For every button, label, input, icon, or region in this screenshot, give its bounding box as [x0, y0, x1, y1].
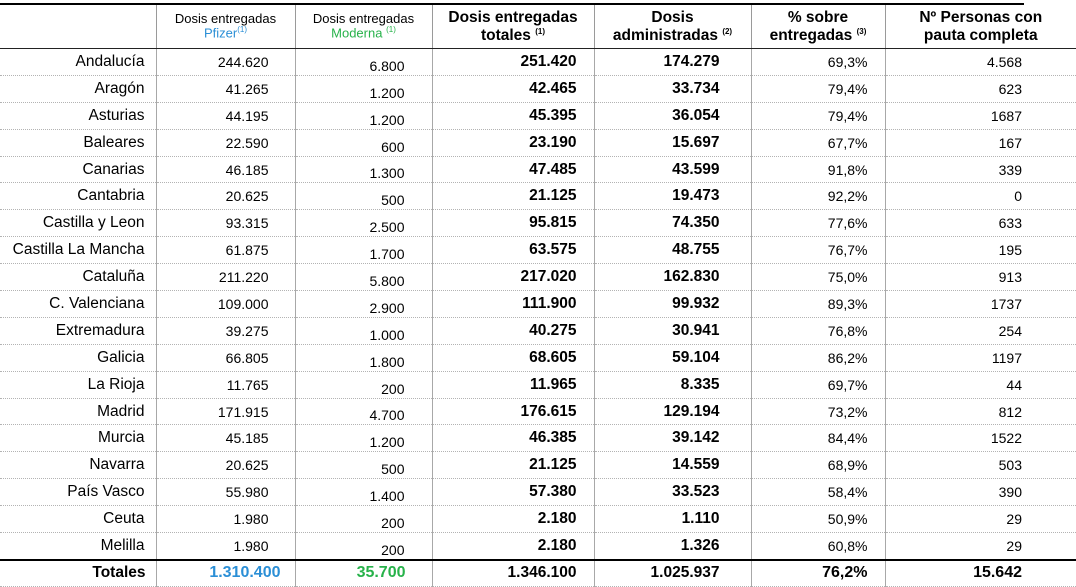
- region-name: Galicia: [0, 344, 156, 371]
- full-schedule-persons: 29: [885, 533, 1076, 560]
- moderna-doses: 500: [295, 183, 432, 210]
- region-name: Andalucía: [0, 49, 156, 76]
- table-row: [0, 102, 1076, 129]
- full-schedule-persons: 0: [885, 183, 1076, 210]
- full-schedule-persons: 1197: [885, 344, 1076, 371]
- full-schedule-persons: 4.568: [885, 49, 1076, 76]
- header-admin-line2: administradas: [612, 26, 718, 44]
- region-name: Navarra: [0, 452, 156, 479]
- full-schedule-persons: 812: [885, 398, 1076, 425]
- pct-delivered: 79,4%: [751, 102, 885, 129]
- total-doses: 95.815: [432, 210, 594, 237]
- pfizer-doses: 41.265: [156, 75, 295, 102]
- administered-doses: 14.559: [594, 452, 751, 479]
- total-doses: 23.190: [432, 129, 594, 156]
- pct-delivered: 73,2%: [751, 398, 885, 425]
- region-name: Baleares: [0, 129, 156, 156]
- full-schedule-persons: 503: [885, 452, 1076, 479]
- header-pct-line2: entregadas: [769, 26, 853, 44]
- region-name: Asturias: [0, 102, 156, 129]
- header-row: [0, 5, 1076, 49]
- full-schedule-persons: 913: [885, 264, 1076, 291]
- administered-doses: 48.755: [594, 237, 751, 264]
- region-name: Cantabria: [0, 183, 156, 210]
- header-pfizer-line1: Dosis entregadas: [174, 11, 277, 27]
- header-pct-line1: % sobre: [787, 9, 849, 27]
- administered-doses: 15.697: [594, 129, 751, 156]
- total-doses: 251.420: [432, 49, 594, 76]
- administered-doses: 162.830: [594, 264, 751, 291]
- header-total-line2: totales: [480, 26, 531, 44]
- totals-row: [0, 560, 1076, 586]
- table-row: [0, 506, 1076, 533]
- header-pfizer-line2: Pfizer: [203, 25, 238, 41]
- pfizer-doses: 66.805: [156, 344, 295, 371]
- moderna-doses: 5.800: [295, 264, 432, 291]
- administered-doses: 1.110: [594, 506, 751, 533]
- moderna-doses: 200: [295, 506, 432, 533]
- table-row: [0, 452, 1076, 479]
- region-name: La Rioja: [0, 371, 156, 398]
- table-row: [0, 398, 1076, 425]
- moderna-doses: 1.200: [295, 75, 432, 102]
- header-moderna-line1: Dosis entregadas: [312, 11, 415, 27]
- administered-doses: 174.279: [594, 49, 751, 76]
- pct-delivered: 76,8%: [751, 317, 885, 344]
- moderna-doses: 200: [295, 533, 432, 560]
- header-moderna-note: (1): [386, 25, 396, 35]
- table-row: [0, 479, 1076, 506]
- moderna-doses: 1.400: [295, 479, 432, 506]
- table-row: [0, 344, 1076, 371]
- pfizer-doses: 46.185: [156, 156, 295, 183]
- pct-delivered: 67,7%: [751, 129, 885, 156]
- administered-doses: 43.599: [594, 156, 751, 183]
- table-row: [0, 129, 1076, 156]
- pct-delivered: 60,8%: [751, 533, 885, 560]
- pct-delivered: 92,2%: [751, 183, 885, 210]
- moderna-doses: 600: [295, 129, 432, 156]
- total-doses: 45.395: [432, 102, 594, 129]
- total-doses: 2.180: [432, 506, 594, 533]
- total-doses: 68.605: [432, 344, 594, 371]
- header-total-line1: Dosis entregadas: [448, 9, 578, 27]
- totals-administradas: 1.025.937: [594, 560, 751, 586]
- pct-delivered: 68,9%: [751, 452, 885, 479]
- pct-delivered: 58,4%: [751, 479, 885, 506]
- administered-doses: 36.054: [594, 102, 751, 129]
- region-name: Melilla: [0, 533, 156, 560]
- full-schedule-persons: 1737: [885, 291, 1076, 318]
- pfizer-doses: 61.875: [156, 237, 295, 264]
- total-doses: 40.275: [432, 317, 594, 344]
- table-row: [0, 49, 1076, 76]
- moderna-doses: 1.800: [295, 344, 432, 371]
- administered-doses: 30.941: [594, 317, 751, 344]
- full-schedule-persons: 1687: [885, 102, 1076, 129]
- totals-pct: 76,2%: [751, 560, 885, 586]
- administered-doses: 1.326: [594, 533, 751, 560]
- total-doses: 176.615: [432, 398, 594, 425]
- header-personas-line2: pauta completa: [923, 26, 1038, 44]
- moderna-doses: 6.800: [295, 49, 432, 76]
- table-row: [0, 75, 1076, 102]
- table-row: [0, 264, 1076, 291]
- moderna-doses: 1.200: [295, 425, 432, 452]
- totals-personas: 15.642: [885, 560, 1076, 586]
- table-row: [0, 533, 1076, 560]
- pfizer-doses: 211.220: [156, 264, 295, 291]
- pct-delivered: 79,4%: [751, 75, 885, 102]
- full-schedule-persons: 1522: [885, 425, 1076, 452]
- moderna-doses: 1.700: [295, 237, 432, 264]
- total-doses: 47.485: [432, 156, 594, 183]
- region-name: Ceuta: [0, 506, 156, 533]
- header-pfizer-note: (1): [237, 25, 247, 35]
- moderna-doses: 200: [295, 371, 432, 398]
- table-row: [0, 156, 1076, 183]
- totals-total: 1.346.100: [432, 560, 594, 586]
- administered-doses: 33.734: [594, 75, 751, 102]
- total-doses: 46.385: [432, 425, 594, 452]
- pct-delivered: 69,7%: [751, 371, 885, 398]
- total-doses: 63.575: [432, 237, 594, 264]
- table-row: [0, 183, 1076, 210]
- full-schedule-persons: 29: [885, 506, 1076, 533]
- moderna-doses: 1.200: [295, 102, 432, 129]
- moderna-doses: 1.000: [295, 317, 432, 344]
- pct-delivered: 75,0%: [751, 264, 885, 291]
- pfizer-doses: 20.625: [156, 183, 295, 210]
- total-doses: 21.125: [432, 183, 594, 210]
- region-name: Madrid: [0, 398, 156, 425]
- totals-pfizer: 1.310.400: [156, 560, 295, 586]
- full-schedule-persons: 254: [885, 317, 1076, 344]
- total-doses: 21.125: [432, 452, 594, 479]
- pct-delivered: 86,2%: [751, 344, 885, 371]
- full-schedule-persons: 339: [885, 156, 1076, 183]
- region-name: País Vasco: [0, 479, 156, 506]
- header-region: [0, 5, 156, 49]
- vaccination-table: [0, 5, 1076, 587]
- region-name: Canarias: [0, 156, 156, 183]
- pfizer-doses: 1.980: [156, 533, 295, 560]
- header-pct-note: (3): [856, 26, 867, 36]
- table-body: [0, 49, 1076, 587]
- pct-delivered: 84,4%: [751, 425, 885, 452]
- administered-doses: 39.142: [594, 425, 751, 452]
- totals-moderna: 35.700: [295, 560, 432, 586]
- pct-delivered: 76,7%: [751, 237, 885, 264]
- total-doses: 2.180: [432, 533, 594, 560]
- header-total: [432, 5, 594, 49]
- pct-delivered: 77,6%: [751, 210, 885, 237]
- pfizer-doses: 39.275: [156, 317, 295, 344]
- pct-delivered: 50,9%: [751, 506, 885, 533]
- pfizer-doses: 45.185: [156, 425, 295, 452]
- moderna-doses: 500: [295, 452, 432, 479]
- pct-delivered: 69,3%: [751, 49, 885, 76]
- table-row: [0, 371, 1076, 398]
- region-name: C. Valenciana: [0, 291, 156, 318]
- administered-doses: 129.194: [594, 398, 751, 425]
- header-pct: [751, 5, 885, 49]
- table-row: [0, 425, 1076, 452]
- administered-doses: 74.350: [594, 210, 751, 237]
- full-schedule-persons: 44: [885, 371, 1076, 398]
- header-personas-line1: Nº Personas con: [919, 9, 1043, 27]
- table-row: [0, 237, 1076, 264]
- pct-delivered: 91,8%: [751, 156, 885, 183]
- administered-doses: 19.473: [594, 183, 751, 210]
- moderna-doses: 4.700: [295, 398, 432, 425]
- region-name: Aragón: [0, 75, 156, 102]
- administered-doses: 8.335: [594, 371, 751, 398]
- region-name: Castilla y Leon: [0, 210, 156, 237]
- header-moderna-line2: Moderna: [331, 25, 383, 41]
- pfizer-doses: 20.625: [156, 452, 295, 479]
- total-doses: 111.900: [432, 291, 594, 318]
- moderna-doses: 2.900: [295, 291, 432, 318]
- table-row: [0, 291, 1076, 318]
- region-name: Cataluña: [0, 264, 156, 291]
- pfizer-doses: 244.620: [156, 49, 295, 76]
- header-administradas: [594, 5, 751, 49]
- administered-doses: 59.104: [594, 344, 751, 371]
- pfizer-doses: 11.765: [156, 371, 295, 398]
- pfizer-doses: 171.915: [156, 398, 295, 425]
- header-moderna: [295, 5, 432, 49]
- header-admin-line1: Dosis: [651, 9, 694, 27]
- table-row: [0, 210, 1076, 237]
- pfizer-doses: 55.980: [156, 479, 295, 506]
- full-schedule-persons: 390: [885, 479, 1076, 506]
- header-pfizer: [156, 5, 295, 49]
- full-schedule-persons: 633: [885, 210, 1076, 237]
- full-schedule-persons: 623: [885, 75, 1076, 102]
- administered-doses: 99.932: [594, 291, 751, 318]
- pfizer-doses: 44.195: [156, 102, 295, 129]
- full-schedule-persons: 167: [885, 129, 1076, 156]
- region-name: Castilla La Mancha: [0, 237, 156, 264]
- pct-delivered: 89,3%: [751, 291, 885, 318]
- total-doses: 57.380: [432, 479, 594, 506]
- region-name: Murcia: [0, 425, 156, 452]
- pfizer-doses: 93.315: [156, 210, 295, 237]
- full-schedule-persons: 195: [885, 237, 1076, 264]
- administered-doses: 33.523: [594, 479, 751, 506]
- totals-label: Totales: [0, 560, 156, 586]
- total-doses: 217.020: [432, 264, 594, 291]
- header-total-note: (1): [535, 26, 546, 36]
- pfizer-doses: 1.980: [156, 506, 295, 533]
- header-personas: [885, 5, 1076, 49]
- region-name: Extremadura: [0, 317, 156, 344]
- pfizer-doses: 22.590: [156, 129, 295, 156]
- total-doses: 42.465: [432, 75, 594, 102]
- header-admin-note: (2): [722, 26, 733, 36]
- moderna-doses: 1.300: [295, 156, 432, 183]
- moderna-doses: 2.500: [295, 210, 432, 237]
- total-doses: 11.965: [432, 371, 594, 398]
- pfizer-doses: 109.000: [156, 291, 295, 318]
- table-row: [0, 317, 1076, 344]
